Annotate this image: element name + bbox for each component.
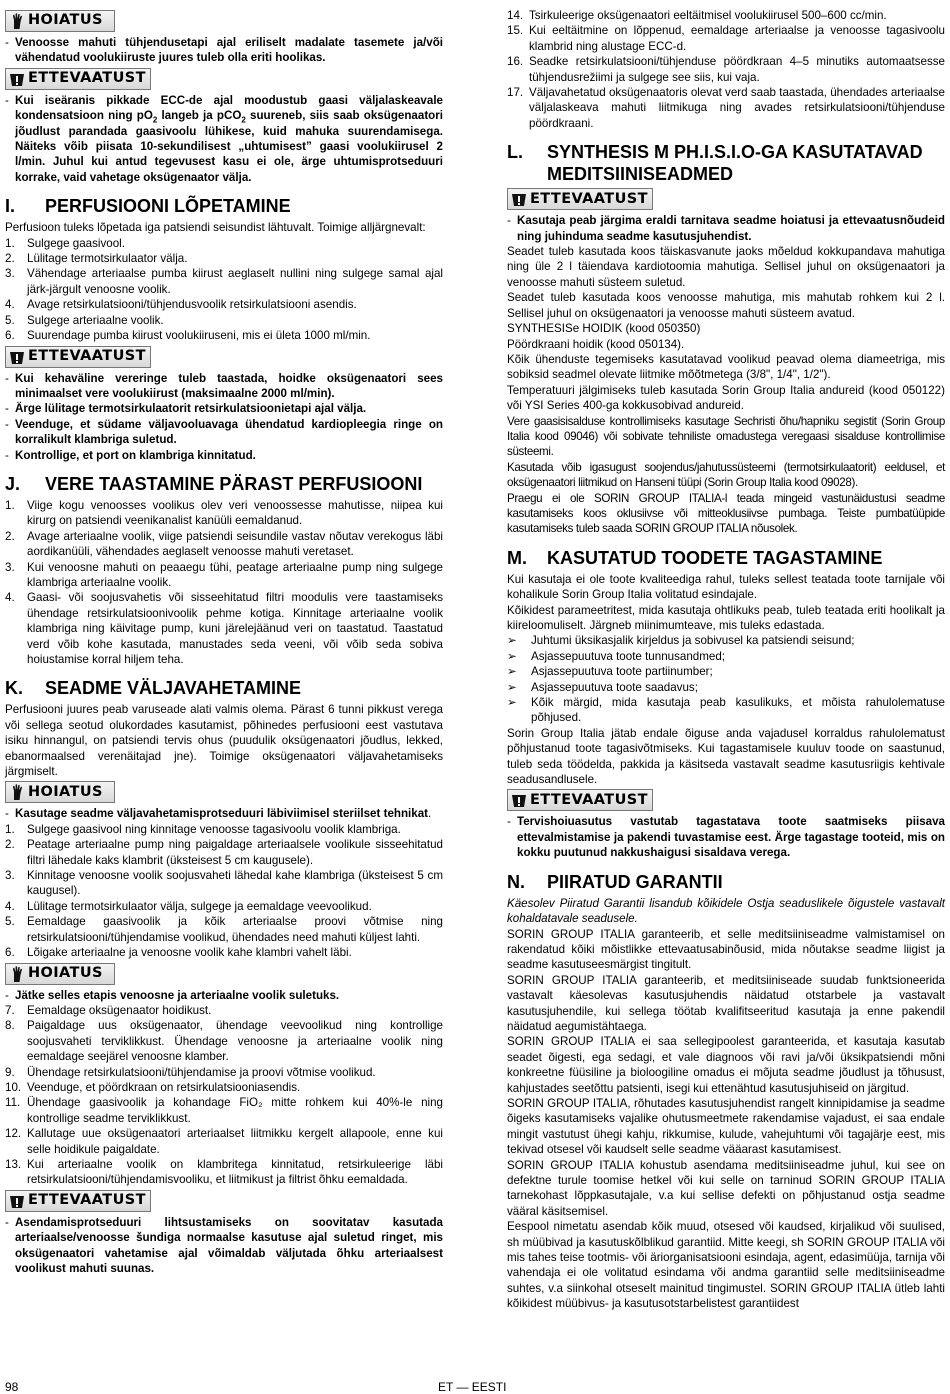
paragraph: Temperatuuri jälgimiseks tuleb kasutada Sorin Group Italia andureid (kood 050122) või YSI Series 400-ga kokkusobivad andureid. (507, 383, 945, 413)
list-item: 3. Kui venoosne mahuti on peaaegu tühi, peatage arteriaalne pump ning sulgege klambriga arteriaalne voolik. (5, 560, 443, 589)
section-i-intro: Perfusioon tuleks lõpetada iga patsiendi seisundist lähtuvalt. Toimige alljärgnevalt: (5, 221, 426, 235)
paragraph: Kõikidest parameetritest, mida kasutaja ohtlikuks peab, tuleb teatada eriti hoolikalt ja kiireloomuliselt. Järgneb miinimumteave, mis tuleks edastada. (507, 603, 945, 632)
list-item: 9. Ühendage retsirkulatsiooni/tühjendamise ja proovi võtmise voolikud. (5, 1065, 376, 1079)
section-heading-k: K. SEADME VÄLJAVAHETAMINE (5, 678, 302, 699)
paragraph: Pöördkraani hoidik (kood 050134). (507, 337, 685, 351)
paragraph: Kõik ühenduste tegemiseks kasutatavad voolikud peavad olema diameetriga, mis sobiksid seadmel olevate liitmike mõõtmetega (3/8", 1/4", 1/2"). (507, 352, 945, 382)
list-item: 7. Eemaldage oksügenaator hoidikust. (5, 1003, 212, 1017)
warning-label: HOIATUS (28, 964, 103, 981)
section-heading-l: L. SYNTHESIS M PH.I.S.I.O-GA KASUTATAVAD MEDITSIINISEADMED (507, 142, 923, 185)
caution-badge (507, 188, 653, 210)
paragraph: SORIN GROUP ITALIA kohustub asendama meditsiiniseadme juhul, kui see on defektne turule toomise hetkel või kui selle on tarninud SORIN GROUP ITALIA tarnekohast lõppkasutajale, v.a kui sellise defekti on põhjustanud ostja seadme vääral käsitsemisel. (507, 1158, 945, 1218)
caution-exclamation-icon (6, 1191, 28, 1211)
list-item: - Veenduge, et südame väljavooluavaga ühendatud kardiopleegia ringe on korralikult klambriga suletud. (5, 417, 443, 447)
warning-item: - Kasutage seadme väljavahetamisprotseduuri läbiviimisel steriilset tehnikat. (5, 807, 432, 821)
list-item: 4. Lülitage termotsirkulaator välja, sulgege ja eemaldage veevoolikud. (5, 899, 372, 913)
paragraph: Käesolev Piiratud Garantii lisandub kõikidele Ostja seaduslikele õigustele vastavalt kohaldatavale seadusele. (507, 896, 945, 926)
report-info-list (507, 633, 945, 725)
list-item: ➢ Asjassepuutuva toote tunnusandmed; (507, 649, 726, 663)
caution-item: - Kui iseäranis pikkade ECC-de ajal moodustub gaasi väljalaskeavale kondensatsioon ning $pO_2$ langeb ja pCO$_2$ suureneb, siis saab oksügenaatori jõudlust parandada gaasivoolu lühikese, kuid mahuka suurendamisega. Näiteks võib piisata 10-sekundilisest „uhtumisest” gaasi voolukiirusel 2 l/min. Juhul kui antud tegevusest kasu ei ole, ärge uhtumisprotseduuri korrake, vaid vahetage oksügenaator välja. (5, 93, 443, 184)
list-item: 16. Seadke retsirkulatsiooni/tühjenduse pöördkraan 4–5 minutiks automaatsesse tühjendusrežiimi ja sulgege see siis, kui vaja. (507, 55, 945, 84)
list-item: 10. Veenduge, et pöördkraan on retsirkulatsiooniasendis. (5, 1080, 301, 1094)
paragraph: Eespool nimetatu asendab kõik muud, otsesed või kaudsed, kirjalikud või suulised, sh müübivad ja kasutuskõlblikud garantiid. Mitte keegi, sh SORIN GROUP ITALIA või mis tahes teise tootmis- või äriorganisatsiooni esindaja, agent, edasimüüja, tarnija või vahendaja ei ole volitatud esindama või andma garantiid selle meditsiiniseadme suhtes, v.a siinkohal otseselt mainitud tingimustel. SORIN GROUP ITALIA ütleb lahti kõikidest müübivus- ja kasutusotstarbelistest garantiidest (507, 1220, 945, 1311)
list-item: 5. Sulgege arteriaalne voolik. (5, 313, 164, 327)
list-item: 1. Viige kogu venoosses voolikus olev veri venoossesse mahutisse, niipea kui kirurg on patsiendi veenikanalist kanüüli eemaldanud. (5, 498, 443, 528)
caution-label: ETTEVAATUST (530, 791, 648, 808)
caution-exclamation-icon (6, 69, 28, 89)
warning-hand-icon (6, 964, 28, 984)
caution-label: ETTEVAATUST (530, 190, 648, 207)
list-item: 12. Kallutage uue oksügenaatori arteriaalset liitmikku kergelt allapoole, enne kui selle hoidikule paigaldate. (5, 1127, 443, 1156)
list-item: 8. Paigaldage uus oksügenaator, ühendage veevoolikud ning kontrollige soojusvaheti terviklikkust. Ühendage venoosne ja arteriaalne voolik ning eemaldage seejärel venoosne klamber. (5, 1019, 443, 1064)
list-item: 14. Tsirkuleerige oksügenaatori eeltäitmisel voolukiirusel 500–600 cc/min. (507, 9, 887, 22)
caution-label: ETTEVAATUST (28, 1192, 146, 1209)
paragraph: Seadet tuleb kasutada koos täiskasvanute jaoks mõeldud kokkupandava mahutiga ning üle 2 l täiendava kardiotoomia mahutiga. Sellisel juhul on oksügenaatori ja venoosse mahuti süsteem suletud. (507, 245, 945, 289)
list-item: 2. Peatage arteriaalne pump ning paigaldage arteriaalsele voolikule sisseehitatud filtri lähedale kaks klambrit (üksteisest 5 cm kaugusele). (5, 838, 443, 867)
paragraph: SORIN GROUP ITALIA garanteerib, et meditsiiniseade suudab funktsioneerida vastavalt käesolevas kasutusjuhendis näidatud otstarbele ja vastavalt kasutusjuhendile, kui sellega töötab kvalifitseeritud kasutaja ja enne pakendil näidatud aegumistähtaega. (507, 973, 945, 1033)
paragraph: Vere gaasisisalduse kontrollimiseks kasutage Sechristi õhu/hapniku segistit (Sorin Group Italia kood 09046) või sobivate tehniliste omadustega veregaasi sisalduse kontrollimise süsteemi. (507, 414, 945, 459)
section-heading-i: I. PERFUSIOONI LÕPETAMINE (5, 196, 291, 217)
caution-badge (5, 346, 151, 368)
paragraph: Seadet tuleb kasutada koos venoosse mahutiga, mis mahutab rohkem kui 2 l. Sellisel juhul on oksügenaatori ja venoosse mahuti süsteem avatud. (507, 291, 945, 320)
paragraph: SORIN GROUP ITALIA garanteerib, et selle meditsiiniseadme valmistamisel on rakendatud kõiki mõistlikke ettevaatusabinõusid, mida nõutakse seadme liigist ja seadme kasutuseesmärgist tingitult. (507, 927, 945, 972)
footer-language: ET — EESTI (438, 1380, 507, 1394)
list-item: 2. Avage arteriaalne voolik, viige patsiendi seisundile vastav nõutav verekogus läbi aordikanüüli, vähendades aeglaselt venoosse mahuti veretaset. (5, 529, 443, 559)
section-j-steps (5, 498, 443, 667)
caution-label: ETTEVAATUST (28, 70, 146, 87)
list-item: ➢ Kõik märgid, mida kasutaja peab kasulikuks, et mõista rahulolematuse põhjused. (507, 696, 945, 725)
left-column (5, 8, 443, 1276)
paragraph: Kui kasutaja ei ole toote kvaliteediga rahul, tuleks sellest teatada toote tarnijale või kohalikule Sorin Group Italia volitatud esindajale. (507, 572, 945, 602)
list-item: 5. Eemaldage gaasivoolik ja kõik arteriaalse proovi võtmise ning retsirkulatsiooni/tühjendamise voolikud, ühendades need mahuti küljest lahti. (5, 915, 443, 944)
list-item: 1. Sulgege gaasivool ning kinnitage venoosse tagasivoolu voolik klambriga. (5, 822, 401, 836)
paragraph: Kasutada võib igasugust soojendus/jahutussüsteemi (termotsirkulaatorit) eeldusel, et oksügenaatori liitmikud on Hanseni tüüpi (Sorin Group Italia kood 09028). (507, 460, 945, 490)
section-k-steps-a (5, 822, 443, 961)
caution-label: ETTEVAATUST (28, 347, 146, 364)
caution-exclamation-icon (508, 189, 530, 209)
caution-exclamation-icon (508, 790, 530, 810)
list-item: 13. Kui arteriaalne voolik on klambritega kinnitatud, retsirkuleerige läbi retsirkulatsiooni/tühjendamisvooliku, et liitmikust ja filtrist õhku eemaldada. (5, 1157, 443, 1187)
warning-hand-icon (6, 782, 28, 802)
paragraph: SYNTHESISe HOIDIK (kood 050350) (507, 322, 701, 336)
section-heading-j: J. VERE TAASTAMINE PÄRAST PERFUSIOONI (5, 473, 423, 494)
section-k-intro: Perfusiooni juures peab varuseade alati valmis olema. Pärast 6 tunni pikkust verega või sellega seotud olukordades kasutamist, põhinedes perfusiooni eest vastutava isiku hinnangul, on patsiendi tervis ohus (puudulik oksügenaatori jõudlus, lekked, ebanormaalsed verenäitajad jne). Toimige oksügenaatori väljavahetamiseks järgmiselt. (5, 703, 443, 779)
paragraph: Praegu ei ole SORIN GROUP ITALIA-l teada mingeid vastunäidustusi seadme kasutamiseks koos oklusiivse või mitteoklusiivse pumbaga. Teiste pumbatüüpide kasutamiseks tuleb saada SORIN GROUP ITALIA nõusolek. (507, 491, 945, 536)
list-item: 2. Lülitage termotsirkulaator välja. (5, 252, 188, 266)
page-number: 98 (5, 1380, 19, 1394)
list-item: ➢ Asjassepuutuva toote partiinumber; (507, 665, 713, 679)
list-item: 3. Vähendage arteriaalse pumba kiirust aeglaselt nullini ning sulgege samal ajal järk-järgult venoosne voolik. (5, 267, 443, 296)
section-k-steps-b (5, 1003, 443, 1188)
section-heading-n: N. PIIRATUD GARANTII (507, 871, 723, 892)
warning-label: HOIATUS (28, 783, 103, 800)
paragraph: SORIN GROUP ITALIA ei saa sellegipoolest garanteerida, et kasutaja kasutab seadet õigesti, ega sedagi, et vale diagnoos või ravi ja/või üksikpatsiendi mõni konkreetne füüsiline ja bioloogiline omadus ei mõjuta seadme jõudlust ja tõhusust, kahjustades seetõttu patsienti, isegi kui ettenähtud kasutusjuhiseid on järgitud. (507, 1035, 945, 1095)
warning-label: HOIATUS (28, 12, 103, 29)
caution-item: - Tervishoiuasutus vastutab tagastatava toote saatmiseks piisava ettevalmistamise ja pakendi tuvastamise eest. Ärge tagastage tooteid, mis on kokku puutunud nakkushaigusi sisaldava verega. (507, 815, 945, 860)
caution-badge (5, 68, 151, 90)
list-item: ➢ Asjassepuutuva toote saadavus; (507, 680, 698, 694)
list-item: - Ärge lülitage termotsirkulaatorit retsirkulatsioonietapi ajal välja. (5, 402, 367, 416)
list-item: 6. Suurendage pumba kiirust voolukiiruseni, mis ei ületa 1000 ml/min. (5, 329, 371, 343)
caution-badge (5, 1190, 151, 1212)
warning-hand-icon (6, 11, 28, 31)
section-i-cautions (5, 371, 443, 463)
list-item: ➢ Juhtumi üksikasjalik kirjeldus ja sobivusel ka patsiendi seisund; (507, 634, 855, 648)
list-item: 17. Väljavahetatud oksügenaatoris olevat verd saab taastada, ühendades arteriaalse väljalaskeava mahuti liitmikuga ning avades retsirkulatsiooni/tühjenduse pöördkraani. (507, 86, 945, 130)
caution-badge (507, 789, 653, 811)
warning-badge (5, 963, 115, 985)
caution-item: - Kasutaja peab järgima eraldi tarnitava seadme hoiatusi ja ettevaatusnõudeid ning juhinduma seadme kasutusjuhendist. (507, 214, 945, 243)
warning-item: - Venoosse mahuti tühjendusetapi ajal eriliselt madalate tasemete ja/või vähendatud voolukiiruste juures tuleb olla eriti hoolikas. (5, 36, 443, 65)
warning-badge (5, 10, 115, 32)
list-item: 1. Sulgege gaasivool. (5, 236, 125, 250)
warning-item: - Jätke selles etapis venoosne ja arteriaalne voolik suletuks. (5, 988, 340, 1002)
caution-item: - Asendamisprotseduuri lihtsustamiseks on soovitatav kasutada arteriaalse/venoosse šundiga normaalse kasutuse ajal suletud ringet, mis oksügenaatori vahetamise ajal võimaldab väljutada õhku arteriaalsest voolikust mahuti suunas. (5, 1215, 443, 1275)
list-item: - Kui kehaväline vereringe tuleb taastada, hoidke oksügenaatori sees minimaalset vere voolukiirust (maksimaalne 2000 ml/min). (5, 371, 443, 400)
section-k-steps-c (507, 8, 945, 131)
list-item: 11. Ühendage gaasivoolik ja kohandage FiO₂ mitte rohkem kui 40%-le ning kontrollige seadme terviklikkust. (5, 1096, 443, 1125)
list-item: 4. Gaasi- või soojusvahetis või sisseehitatud filtri moodulis vere taastamiseks ühendage retsirkulatsioonivoolik pehme kotiga. Kinnitage arteriaalne voolik klambriga ning käivitage pump, kuni järelejäänud veri on taastatud. Taastatud verd võib kohe kasutada, manustades seda veeni, või võib seda sobiva hoiustamise korral hiljem teha. (5, 591, 443, 666)
section-heading-m: M. KASUTATUD TOODETE TAGASTAMINE (507, 547, 883, 568)
list-item: 6. Lõigake arteriaalne ja venoosne voolik kahe klambri vahelt läbi. (5, 946, 352, 960)
paragraph: Sorin Group Italia jätab endale õiguse anda vajadusel korraldus rahulolematust põhjustanud toote tagasivõtmiseks. Kui tagastamisele kuuluv toode on saastunud, tuleb seda töödelda, pakkida ja käsitseda vastavalt seadme kasutusriigis kehtivale seadusandlusele. (507, 726, 945, 787)
caution-exclamation-icon (6, 347, 28, 367)
section-i-steps (5, 236, 443, 344)
warning-badge (5, 781, 115, 803)
list-item: - Kontrollige, et port on klambriga kinnitatud. (5, 448, 256, 462)
paragraph: SORIN GROUP ITALIA, rõhutades kasutusjuhendist rangelt kinnipidamise ja seadme õigeks kasutamiseks vajalike ohutusmeetmete rakendamise vajadust, ei saa endale mingit vastutust ühegi kahju, rikkumise, kulude, vahejuhtumi või tagajärje eest, mis tekivad otsesel või kaudselt selle seadme vääarast kasutamisest. (507, 1096, 945, 1157)
list-item: 15. Kui eeltäitmine on lõppenud, eemaldage arteriaalse ja venoosse tagasivoolu klambrid ning alustage ECC-d. (507, 24, 945, 53)
list-item: 3. Kinnitage venoosne voolik soojusvaheti lähedal kahe klambriga (üksteisest 5 cm kaugusel). (5, 869, 443, 898)
list-item: 4. Avage retsirkulatsiooni/tühjendusvoolik retsirkulatsiooni asendis. (5, 298, 357, 312)
right-column (507, 8, 945, 1312)
